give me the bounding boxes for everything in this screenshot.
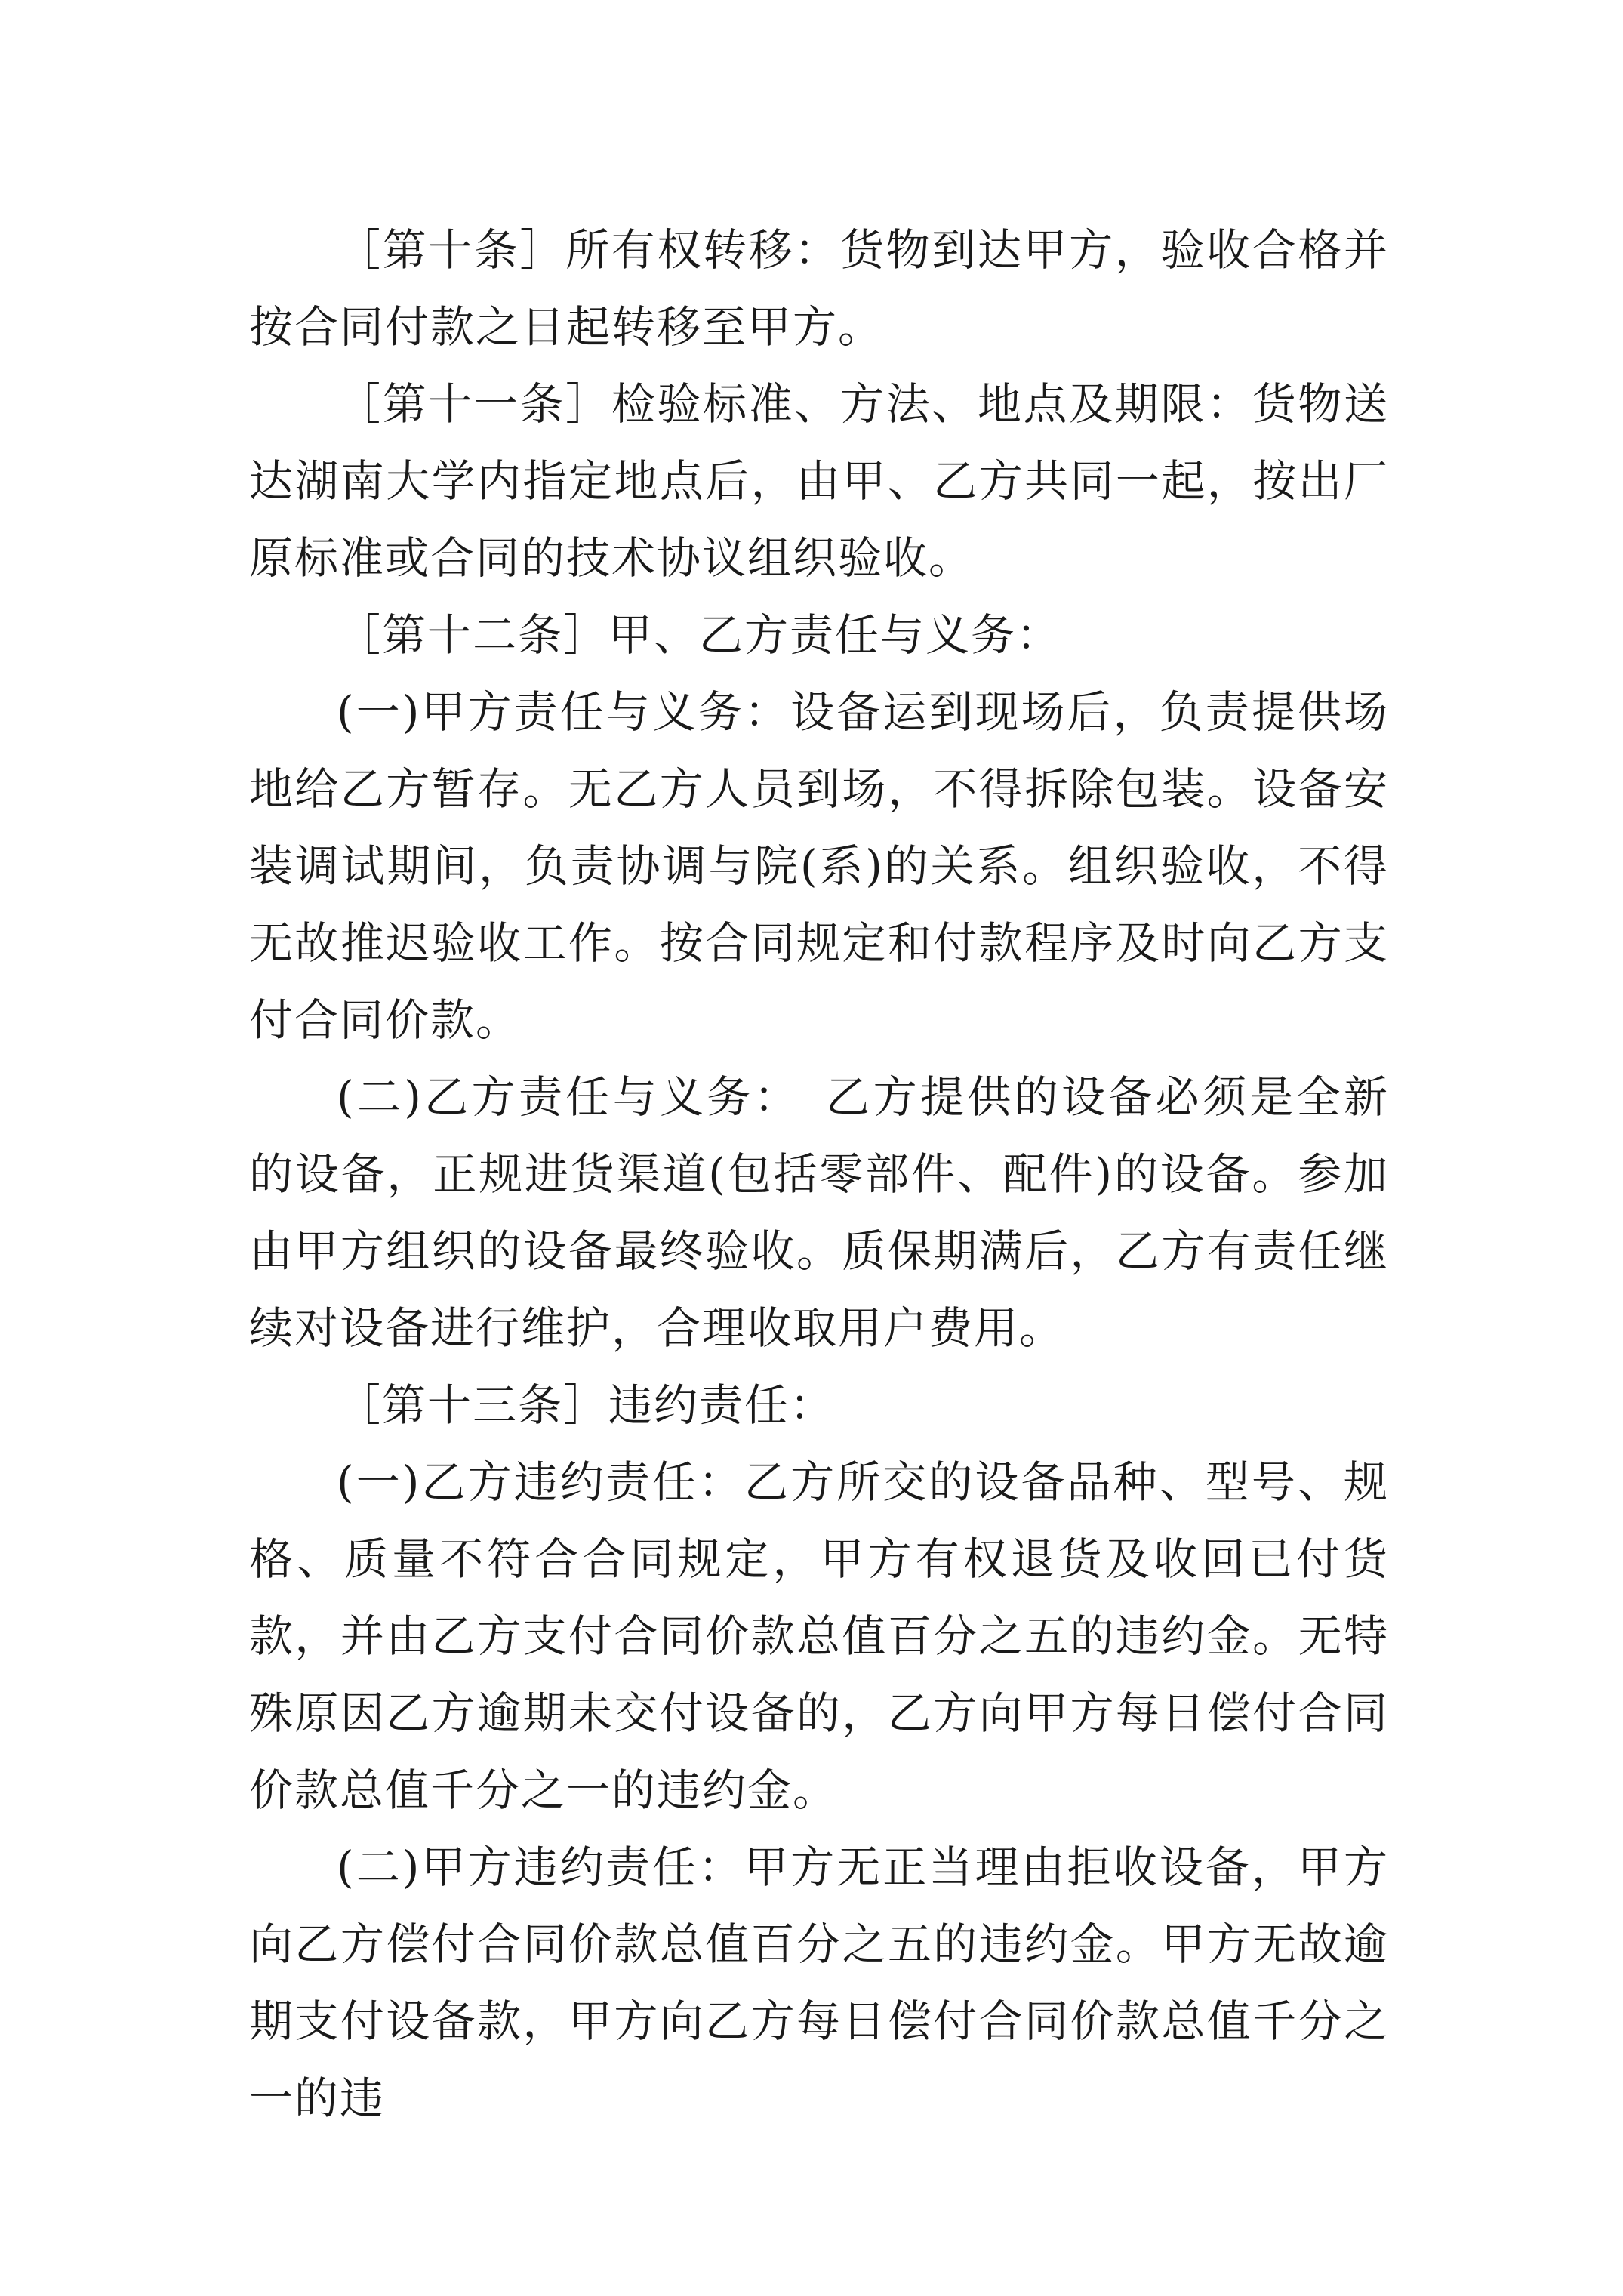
paragraph-article-11: ［第十一条］检验标准、方法、地点及期限：货物送达湖南大学内指定地点后，由甲、乙方共同一起，按出厂原标准或合同的技术协议组织验收。 — [249, 378, 1389, 584]
paragraph-article-10: ［第十条］所有权转移：货物到达甲方，验收合格并按合同付款之日起转移至甲方。 — [249, 224, 1389, 353]
paragraph-article-12-heading: ［第十二条］甲、乙方责任与义务： — [337, 609, 1062, 661]
document-page — [249, 211, 1389, 2137]
paragraph-article-13-heading: ［第十三条］违约责任： — [337, 1379, 836, 1431]
paragraph-party-a-breach: (二)甲方违约责任：甲方无正当理由拒收设备，甲方向乙方偿付合同价款总值百分之五的违约金。甲方无故逾期支付设备款，甲方向乙方每日偿付合同价款总值千分之一的违 — [249, 1841, 1389, 2124]
paragraph-party-a-duties: (一)甲方责任与义务：设备运到现场后，负责提供场地给乙方暂存。无乙方人员到场，不得拆除包装。设备安装调试期间，负责协调与院(系)的关系。组织验收，不得无故推迟验收工作。按合同规定和付款程序及时向乙方支付合同价款。 — [249, 686, 1389, 1046]
paragraph-party-b-breach: (一)乙方违约责任：乙方所交的设备品种、型号、规格、质量不符合合同规定，甲方有权退货及收回已付货款，并由乙方支付合同价款总值百分之五的违约金。无特殊原因乙方逾期未交付设备的，乙方向甲方每日偿付合同价款总值千分之一的违约金。 — [249, 1456, 1389, 1816]
paragraph-party-b-duties: (二)乙方责任与义务： 乙方提供的设备必须是全新的设备，正规进货渠道(包括零部件、配件)的设备。参加由甲方组织的设备最终验收。质保期满后，乙方有责任继续对设备进行维护，合理收取用户费用。 — [249, 1071, 1389, 1354]
